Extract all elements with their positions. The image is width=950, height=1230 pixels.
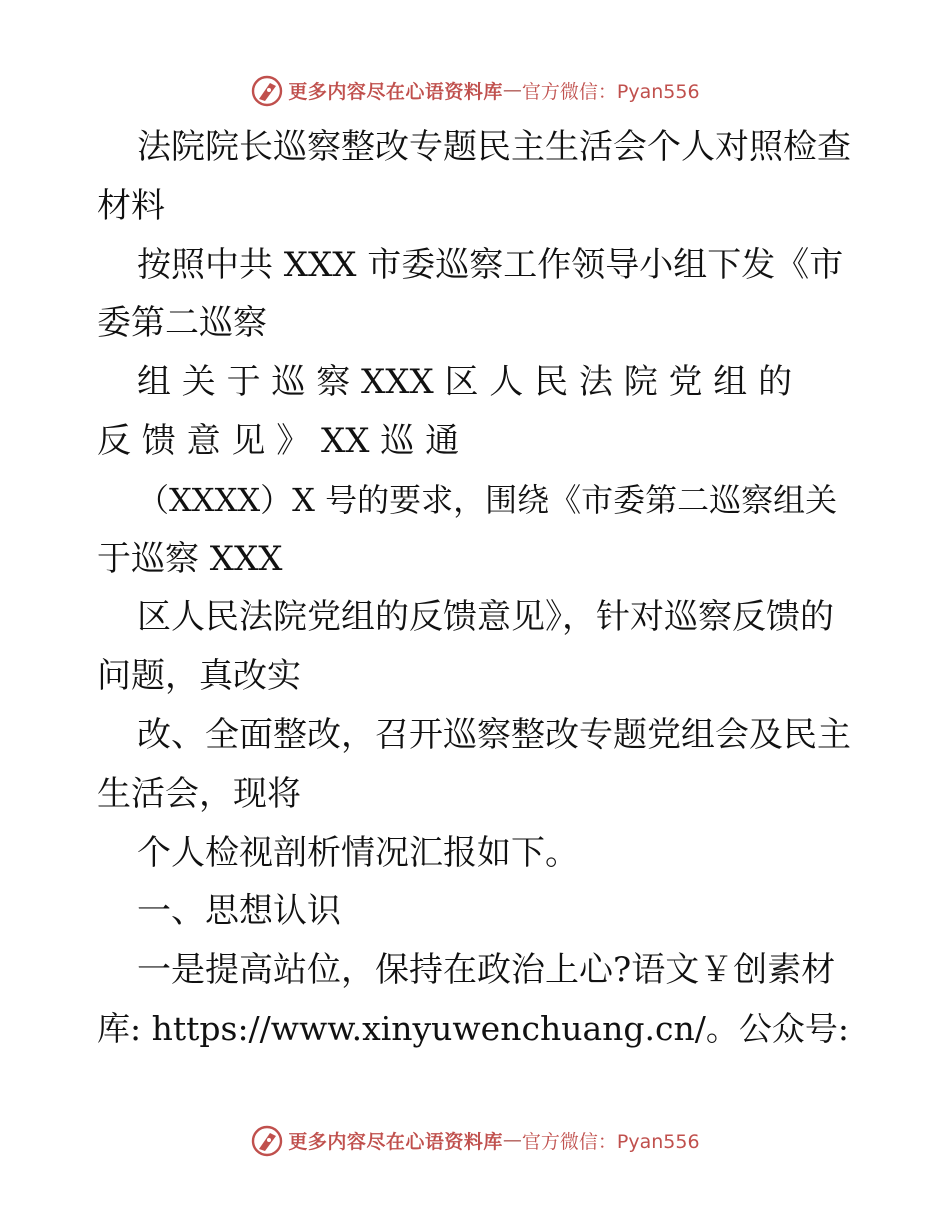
doc-line-13: 个人检视剖析情况汇报如下。: [137, 832, 579, 873]
header-banner: [0, 70, 950, 110]
document-body: [97, 118, 857, 1059]
footer-brand-text: 更多内容尽在心语资料库: [288, 1130, 503, 1153]
header-contact-text: 官方微信：Pyan556: [521, 80, 700, 103]
doc-line-12: 生活会，现将: [97, 773, 301, 814]
pen-nib-logo-icon: [250, 1123, 284, 1157]
footer-banner: [0, 1120, 950, 1160]
pen-nib-logo-icon: [250, 73, 284, 107]
doc-line-15: 一是提高站位，保持在政治上心?语文￥创素材: [137, 950, 836, 991]
doc-line-6: 反 馈 意 见 》 XX 巡 通: [97, 420, 460, 461]
section-heading: 一、思想认识: [137, 891, 341, 932]
header-separator: —: [502, 79, 522, 101]
doc-line-8: 于巡察 XXX: [97, 538, 283, 579]
doc-title-line-2: 材料: [97, 185, 165, 226]
footer-separator: —: [502, 1129, 522, 1151]
doc-line-3: 按照中共 XXX 市委巡察工作领导小组下发《市: [137, 244, 844, 285]
doc-title-line-1: 法院院长巡察整改专题民主生活会个人对照检查: [137, 127, 851, 167]
doc-line-5: 组 关 于 巡 察 XXX 区 人 民 法 院 党 组 的: [137, 362, 793, 403]
header-brand-text: 更多内容尽在心语资料库: [288, 80, 503, 103]
doc-line-16: 库: https://www.xinyuwenchuang.cn/。公众号:: [97, 1008, 849, 1048]
footer-contact-text: 官方微信：Pyan556: [521, 1130, 700, 1153]
doc-line-4: 委第二巡察: [97, 303, 267, 344]
doc-line-9: 区人民法院党组的反馈意见》，针对巡察反馈的: [137, 597, 834, 638]
doc-line-10: 问题，真改实: [97, 656, 301, 697]
doc-line-11: 改、全面整改，召开巡察整改专题党组会及民主: [137, 714, 851, 755]
doc-line-7: （XXXX）X 号的要求，围绕《市委第二巡察组关: [137, 480, 838, 519]
